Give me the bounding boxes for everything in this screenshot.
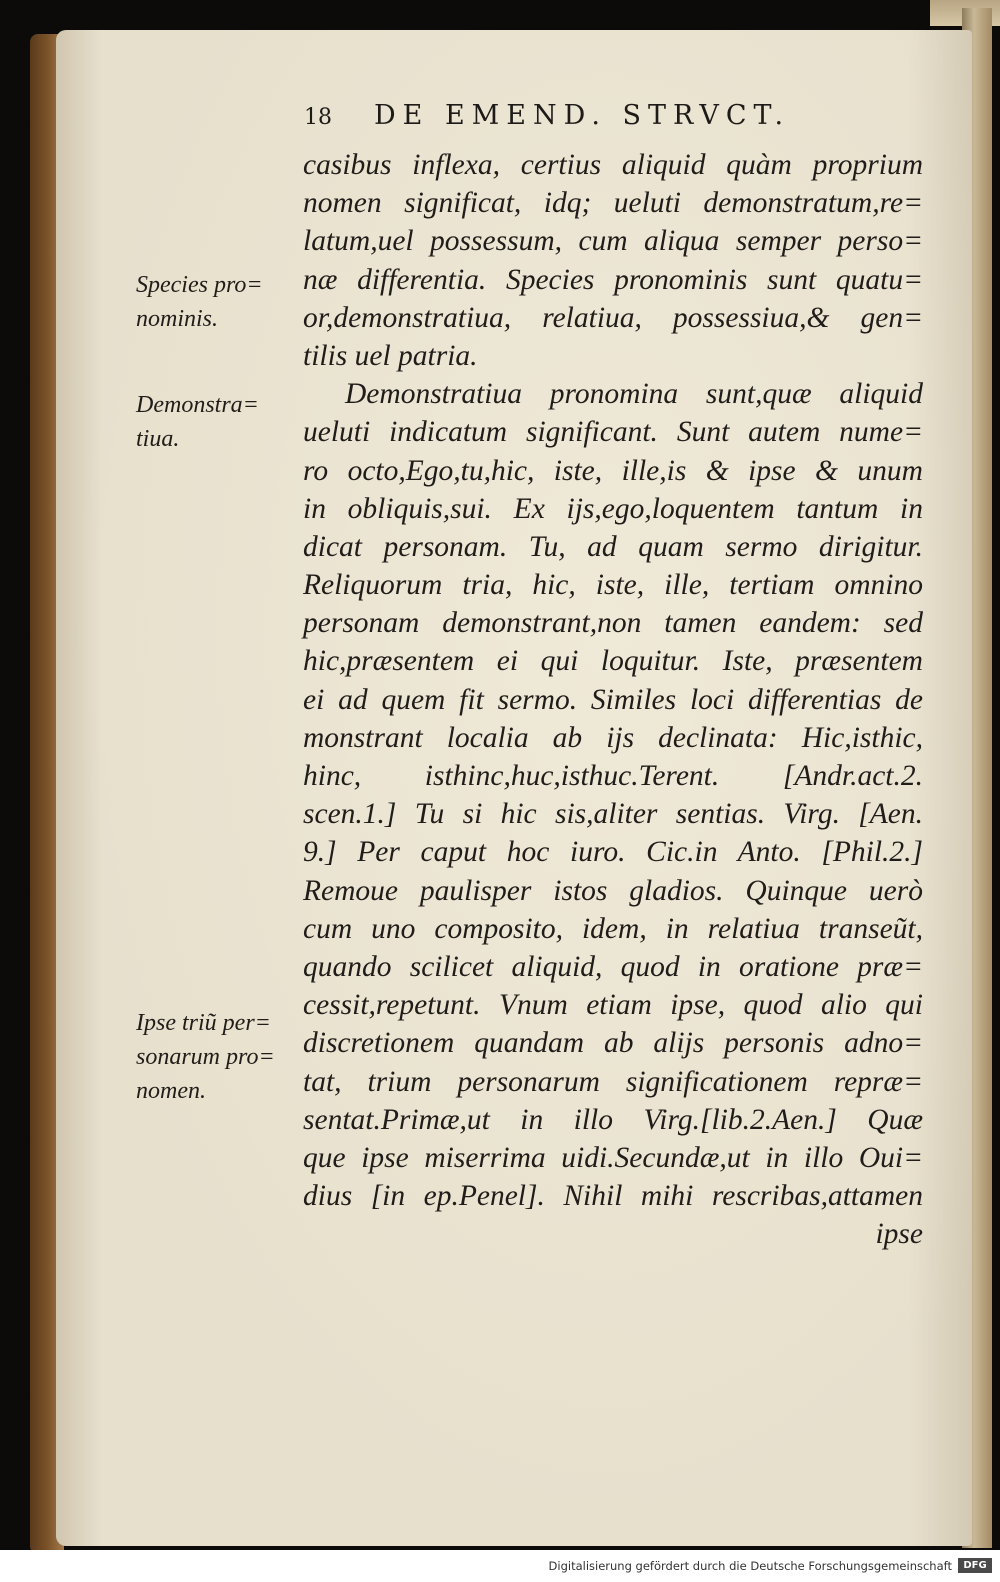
text-line: dicat personam. Tu, ad quam sermo dirigitur.	[303, 530, 923, 563]
text-line: personam demonstrant,non tamen eandem: sed	[303, 607, 923, 640]
text-line: quando scilicet aliquid, quod in oratione præ=	[303, 950, 923, 983]
text-line: or,demonstratiua, relatiua, possessiua,& gen=	[303, 301, 923, 334]
text-line: tilis uel patria.	[303, 339, 478, 372]
text-line: latum,uel possessum, cum aliqua semper perso=	[303, 225, 923, 258]
text-line: hic,præsentem ei qui loquitur. Iste, præsentem	[303, 645, 923, 678]
text-line: casibus inflexa, certius aliquid quàm proprium	[303, 149, 923, 181]
margin-note-line: sonarum pro=	[136, 1044, 275, 1070]
page-header	[304, 102, 864, 129]
text-line: ei ad quem fit sermo. Similes loci differentias de	[303, 683, 923, 716]
margin-note-line: Demonstra=	[136, 392, 259, 418]
text-line: discretionem quandam ab alijs personis adno=	[303, 1027, 923, 1060]
footer-bar	[0, 1550, 1000, 1582]
text-line: 9.] Per caput hoc iuro. Cic.in Anto. [Phil.2.]	[303, 836, 923, 869]
margin-note-species	[136, 268, 291, 336]
page-number: 18	[304, 105, 332, 130]
text-line: ueluti indicatum significant. Sunt autem nume=	[303, 416, 923, 449]
text-line: ro octo,Ego,tu,hic, iste, ille,is & ipse & unum	[303, 454, 923, 487]
text-line: sentat.Primæ,ut in illo Virg.[lib.2.Aen.] Quæ	[303, 1103, 923, 1136]
text-line: Reliquorum tria, hic, iste, ille, tertiam omnino	[303, 569, 923, 602]
margin-note-line: Ipse triũ per=	[136, 1010, 271, 1036]
body-text	[303, 146, 923, 1253]
running-title: DE EMEND. STRVCT.	[374, 100, 791, 131]
text-line: hinc, isthinc,huc,isthuc.Terent. [Andr.act.2.	[303, 760, 923, 792]
text-line: cessit,repetunt. Vnum etiam ipse, quod alio qui	[303, 989, 923, 1022]
margin-note-line: nomen.	[136, 1078, 206, 1104]
text-line: cum uno composito, idem, in relatiua transeũt,	[303, 912, 923, 945]
text-line: dius [in ep.Penel]. Nihil mihi rescribas,attamen	[303, 1180, 923, 1213]
text-line: que ipse miserrima uidi.Secundæ,ut in illo Oui=	[303, 1141, 923, 1174]
margin-note-line: nominis.	[136, 306, 219, 332]
funding-notice: Digitalisierung gefördert durch die Deutsche Forschungsgemeinschaft	[548, 1559, 952, 1573]
text-line: Remoue paulisper istos gladios. Quinque uerò	[303, 874, 923, 907]
text-line: monstrant localia ab ijs declinata: Hic,isthic,	[303, 721, 923, 754]
margin-note-line: Species pro=	[136, 272, 263, 298]
text-line: scen.1.] Tu si hic sis,aliter sentias. Virg. [Aen.	[303, 798, 923, 831]
text-line: Demonstratiua pronomina sunt,quæ aliquid	[345, 378, 923, 411]
text-line: nomen significat, idq; ueluti demonstratum,re=	[303, 187, 923, 220]
margin-note-ipse	[136, 1006, 291, 1108]
text-line: tat, trium personarum significationem repræ=	[303, 1065, 923, 1098]
text-line: ipse	[875, 1218, 923, 1251]
text-line: næ differentia. Species pronominis sunt quatu=	[303, 263, 923, 296]
dfg-logo: DFG	[958, 1558, 992, 1573]
margin-note-demonstratiua	[136, 388, 291, 456]
margin-note-line: tiua.	[136, 426, 180, 452]
text-line: in obliquis,sui. Ex ijs,ego,loquentem tantum in	[303, 492, 923, 525]
